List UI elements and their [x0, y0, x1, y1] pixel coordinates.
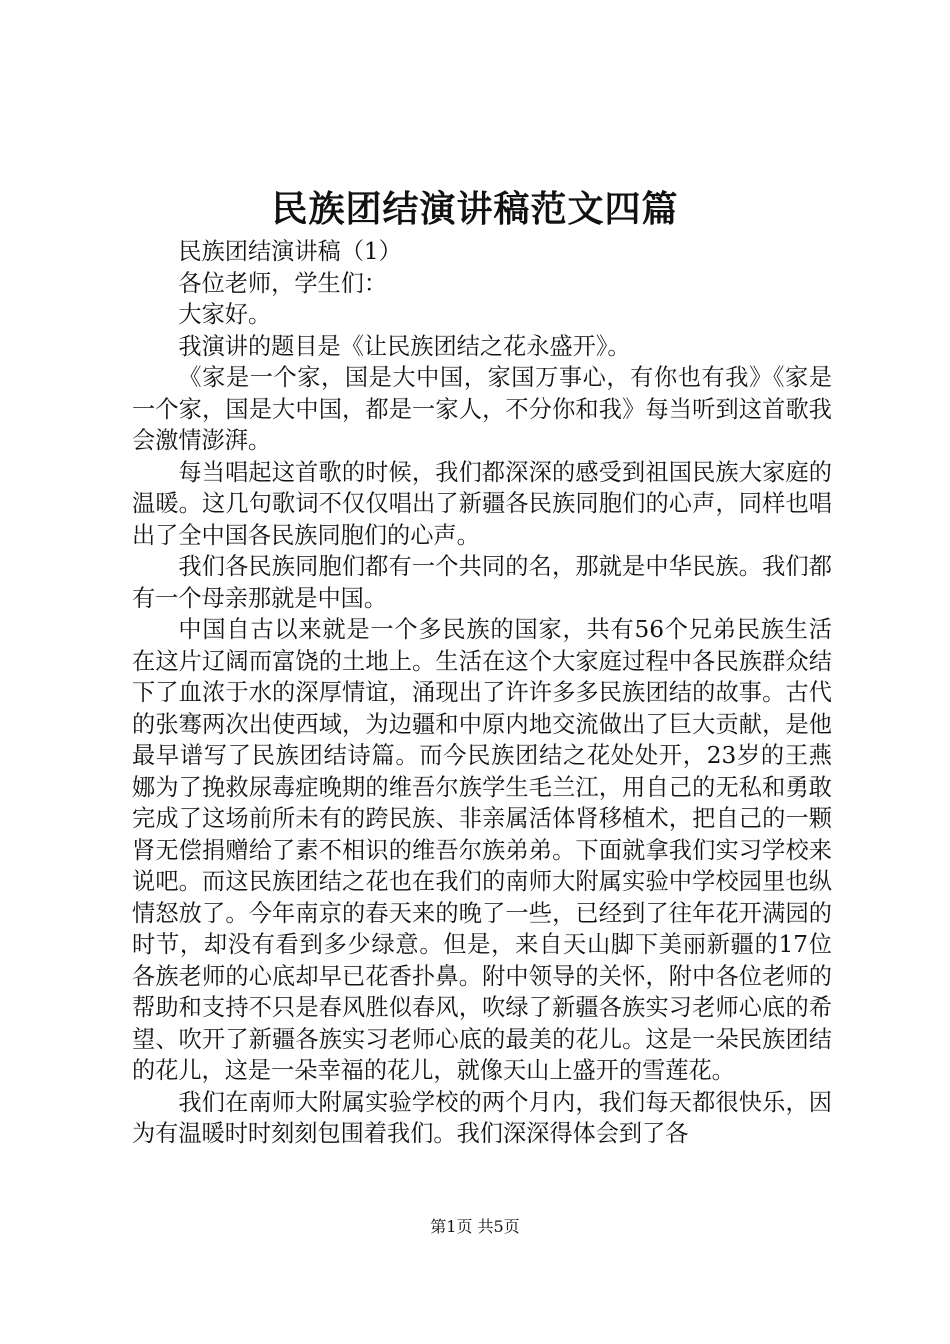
- paragraph: 各位老师，学生们：: [178, 269, 388, 297]
- paragraph: 我们在南师大附属实验学校的两个月内，我们每天都很快乐，因为有温暖时时刻刻包围着我们。我们深深得体会到了各: [132, 1088, 832, 1147]
- paragraph: 大家好。: [178, 301, 272, 328]
- paragraph: 民族团结演讲稿（1）: [178, 238, 402, 265]
- paragraph: 中国自古以来就是一个多民族的国家，共有56个兄弟民族生活在这片辽阔而富饶的土地上。生活在这个大家庭过程中各民族群众结下了血浓于水的深厚情谊，涌现出了许许多多民族团结的故事。古代的张骞两次出使西域，为边疆和中原内地交流做出了巨大贡献，是他最早谱写了民族团结诗篇。而今民族团结之花处处开，23岁的王燕娜为了挽救尿毒症晚期的维吾尔族学生毛兰江，用自己的无私和勇敢完成了这场前所未有的跨民族、非亲属活体肾移植术，把自己的一颗肾无偿捐赠给了素不相识的维吾尔族弟弟。下面就拿我们实习学校来说吧。而这民族团结之花也在我们的南师大附属实验中学校园里也纵情怒放了。今年南京的春天来的晚了一些，已经到了往年花开满园的时节，却没有看到多少绿意。但是，来自天山脚下美丽新疆的17位各族老师的心底却早已花香扑鼻。附中领导的关怀，附中各位老师的帮助和支持不只是春风胜似春风，吹绿了新疆各族实习老师心底的希望、吹开了新疆各族实习老师心底的最美的花儿。这是一朵民族团结的花儿，这是一朵幸福的花儿，就像天山上盛开的雪莲花。: [132, 616, 832, 1084]
- paragraph: 我们各民族同胞们都有一个共同的名，那就是中华民族。我们都有一个母亲那就是中国。: [132, 553, 832, 612]
- page-number-footer: 第1页 共5页: [430, 1217, 520, 1236]
- paragraph: 我演讲的题目是《让民族团结之花永盛开》。: [178, 332, 631, 360]
- paragraph: 每当唱起这首歌的时候，我们都深深的感受到祖国民族大家庭的温暖。这几句歌词不仅仅唱出了新疆各民族同胞们的心声，同样也唱出了全中国各民族同胞们的心声。: [132, 458, 832, 549]
- document-body: [132, 236, 832, 1150]
- document-title: 民族团结演讲稿范文四篇: [271, 188, 679, 230]
- paragraph: 《家是一个家，国是大中国，家国万事心，有你也有我》《家是一个家，国是大中国，都是一家人，不分你和我》每当听到这首歌我会激情澎湃。: [132, 364, 832, 454]
